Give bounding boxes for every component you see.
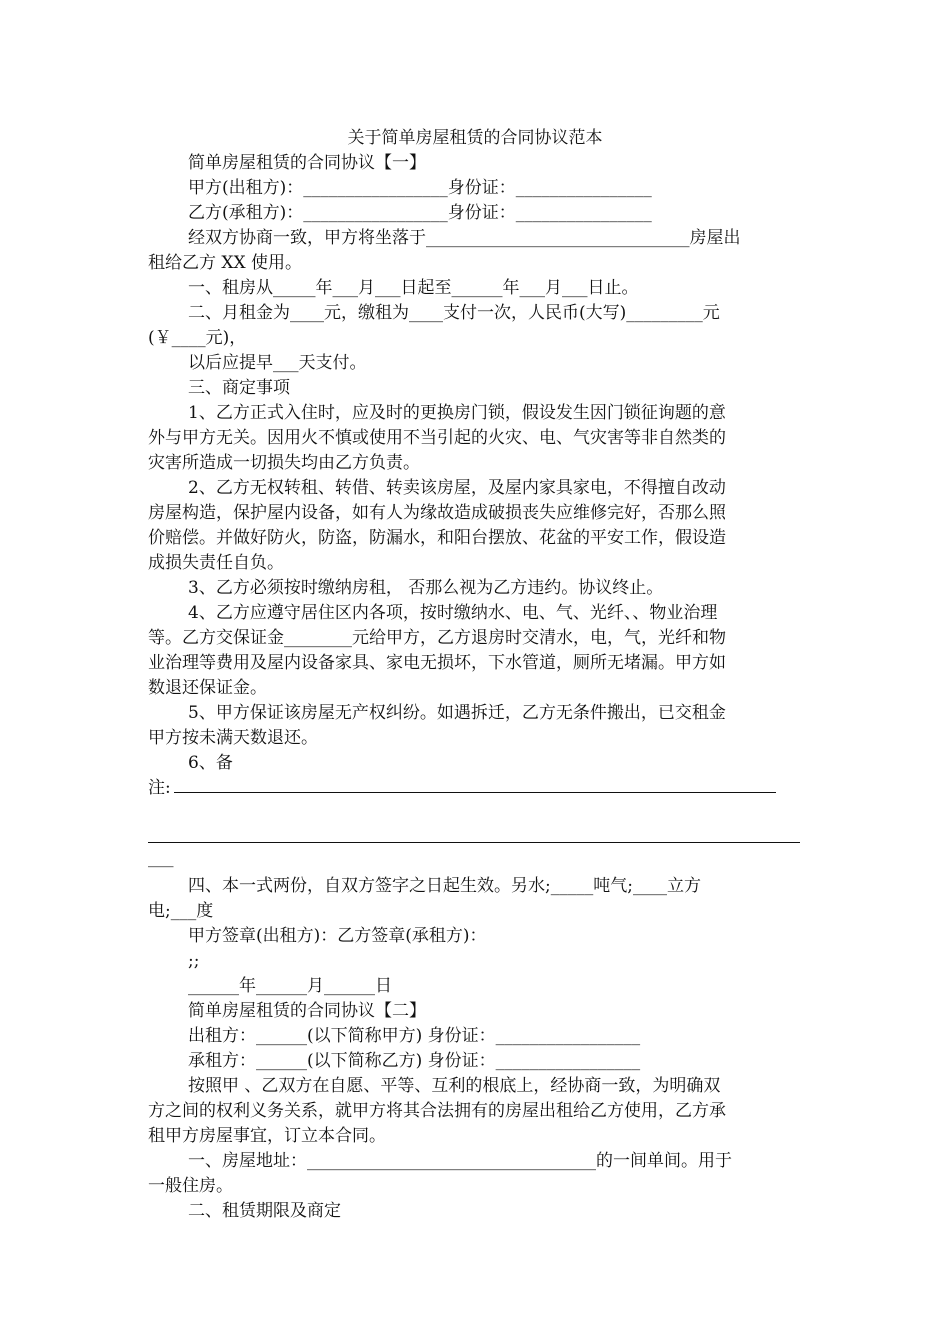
signature-marks: ;; xyxy=(188,951,200,971)
rent-line-1: 二、月租金为____元，缴租为____支付一次，人民币(大写)_________元 xyxy=(188,303,720,323)
address-line-1: 一、房屋地址：__________________________________的一间单间。用于 xyxy=(188,1151,732,1171)
intro-line-2: 租给乙方 XX 使用。 xyxy=(148,253,303,273)
matter-1-line-3: 灾害所造成一切损失均由乙方负责。 xyxy=(148,453,420,473)
party-b-line: 乙方(承租方)：_________________身份证：________________ xyxy=(188,203,652,223)
signatures-line: 甲方签章(出租方)：乙方签章(承租方)： xyxy=(188,926,487,946)
intro-line-1: 经双方协商一致，甲方将坐落于_______________________________房屋出 xyxy=(188,228,741,248)
note-underline-2 xyxy=(148,842,800,843)
matter-6-note-label: 注: xyxy=(148,778,171,798)
contract-2-intro-1: 按照甲 、乙双方在自愿、平等、互利的根底上，经协商一致，为明确双 xyxy=(188,1076,721,1096)
matter-4-line-1: 4、乙方应遵守居住区内各项，按时缴纳水、电、气、光纤、、物业治理 xyxy=(188,603,718,623)
contract-2-heading: 简单房屋租赁的合同协议【二】 xyxy=(188,1001,426,1021)
party-a-line: 甲方(出租方)：_________________身份证：________________ xyxy=(188,178,652,198)
effect-line-1: 四、本一式两份，自双方签字之日起生效。另水;_____吨气;____立方 xyxy=(188,876,701,896)
matter-6-line-1: 6、备 xyxy=(188,753,233,773)
matter-1-line-2: 外与甲方无关。因用火不慎或使用不当引起的火灾、电、气灾害等非自然类的 xyxy=(148,428,726,448)
contract-1-heading: 简单房屋租赁的合同协议【一】 xyxy=(188,153,426,173)
rent-line-2: (￥____元)， xyxy=(148,328,247,348)
rent-line-3: 以后应提早___天支付。 xyxy=(188,353,367,373)
document-title: 关于简单房屋租赁的合同协议范本 xyxy=(347,128,603,148)
lessor-line: 出租方：______(以下简称甲方) 身份证：_________________ xyxy=(188,1026,641,1046)
matter-3-line: 3、乙方必须按时缴纳房租， 否那么视为乙方违约。协议终止。 xyxy=(188,578,664,598)
contract-2-intro-2: 方之间的权利义务关系，就甲方将其合法拥有的房屋出租给乙方使用，乙方承 xyxy=(148,1101,726,1121)
note-underline-tail: ___ xyxy=(148,848,174,868)
matters-heading: 三、商定事项 xyxy=(188,378,290,398)
matter-2-line-4: 成损失责任自负。 xyxy=(148,553,284,573)
matter-4-line-3: 业治理等费用及屋内设备家具、家电无损坏，下水管道，厕所无堵漏。甲方如 xyxy=(148,653,726,673)
matter-1-line-1: 1、乙方正式入住时，应及时的更换房门锁，假设发生因门锁征询题的意 xyxy=(188,403,726,423)
contract-2-intro-3: 租甲方房屋事宜，订立本合同。 xyxy=(148,1126,386,1146)
matter-2-line-1: 2、乙方无权转租、转借、转卖该房屋，及屋内家具家电，不得擅自改动 xyxy=(188,478,726,498)
matter-2-line-2: 房屋构造，保护屋内设备，如有人为缘故造成破损丧失应维修完好，否那么照 xyxy=(148,503,726,523)
address-line-2: 一般住房。 xyxy=(148,1176,233,1196)
lessee-line: 承租方：______(以下简称乙方) 身份证：_________________ xyxy=(188,1051,641,1071)
matter-4-line-2: 等。乙方交保证金________元给甲方，乙方退房时交清水，电，气，光纤和物 xyxy=(148,628,726,648)
note-underline-1 xyxy=(174,792,776,793)
effect-line-2: 电;___度 xyxy=(148,901,214,921)
matter-5-line-1: 5、甲方保证该房屋无产权纠纷。如遇拆迁，乙方无条件搬出，已交租金 xyxy=(188,703,726,723)
term-line: 一、租房从_____年___月___日起至______年___月___日止。 xyxy=(188,278,639,298)
matter-5-line-2: 甲方按未满天数退还。 xyxy=(148,728,318,748)
period-heading: 二、租赁期限及商定 xyxy=(188,1201,341,1221)
matter-4-line-4: 数退还保证金。 xyxy=(148,678,267,698)
matter-2-line-3: 价赔偿。并做好防火，防盗，防漏水，和阳台摆放、花盆的平安工作，假设造 xyxy=(148,528,726,548)
date-line: ______年______月______日 xyxy=(188,976,392,996)
